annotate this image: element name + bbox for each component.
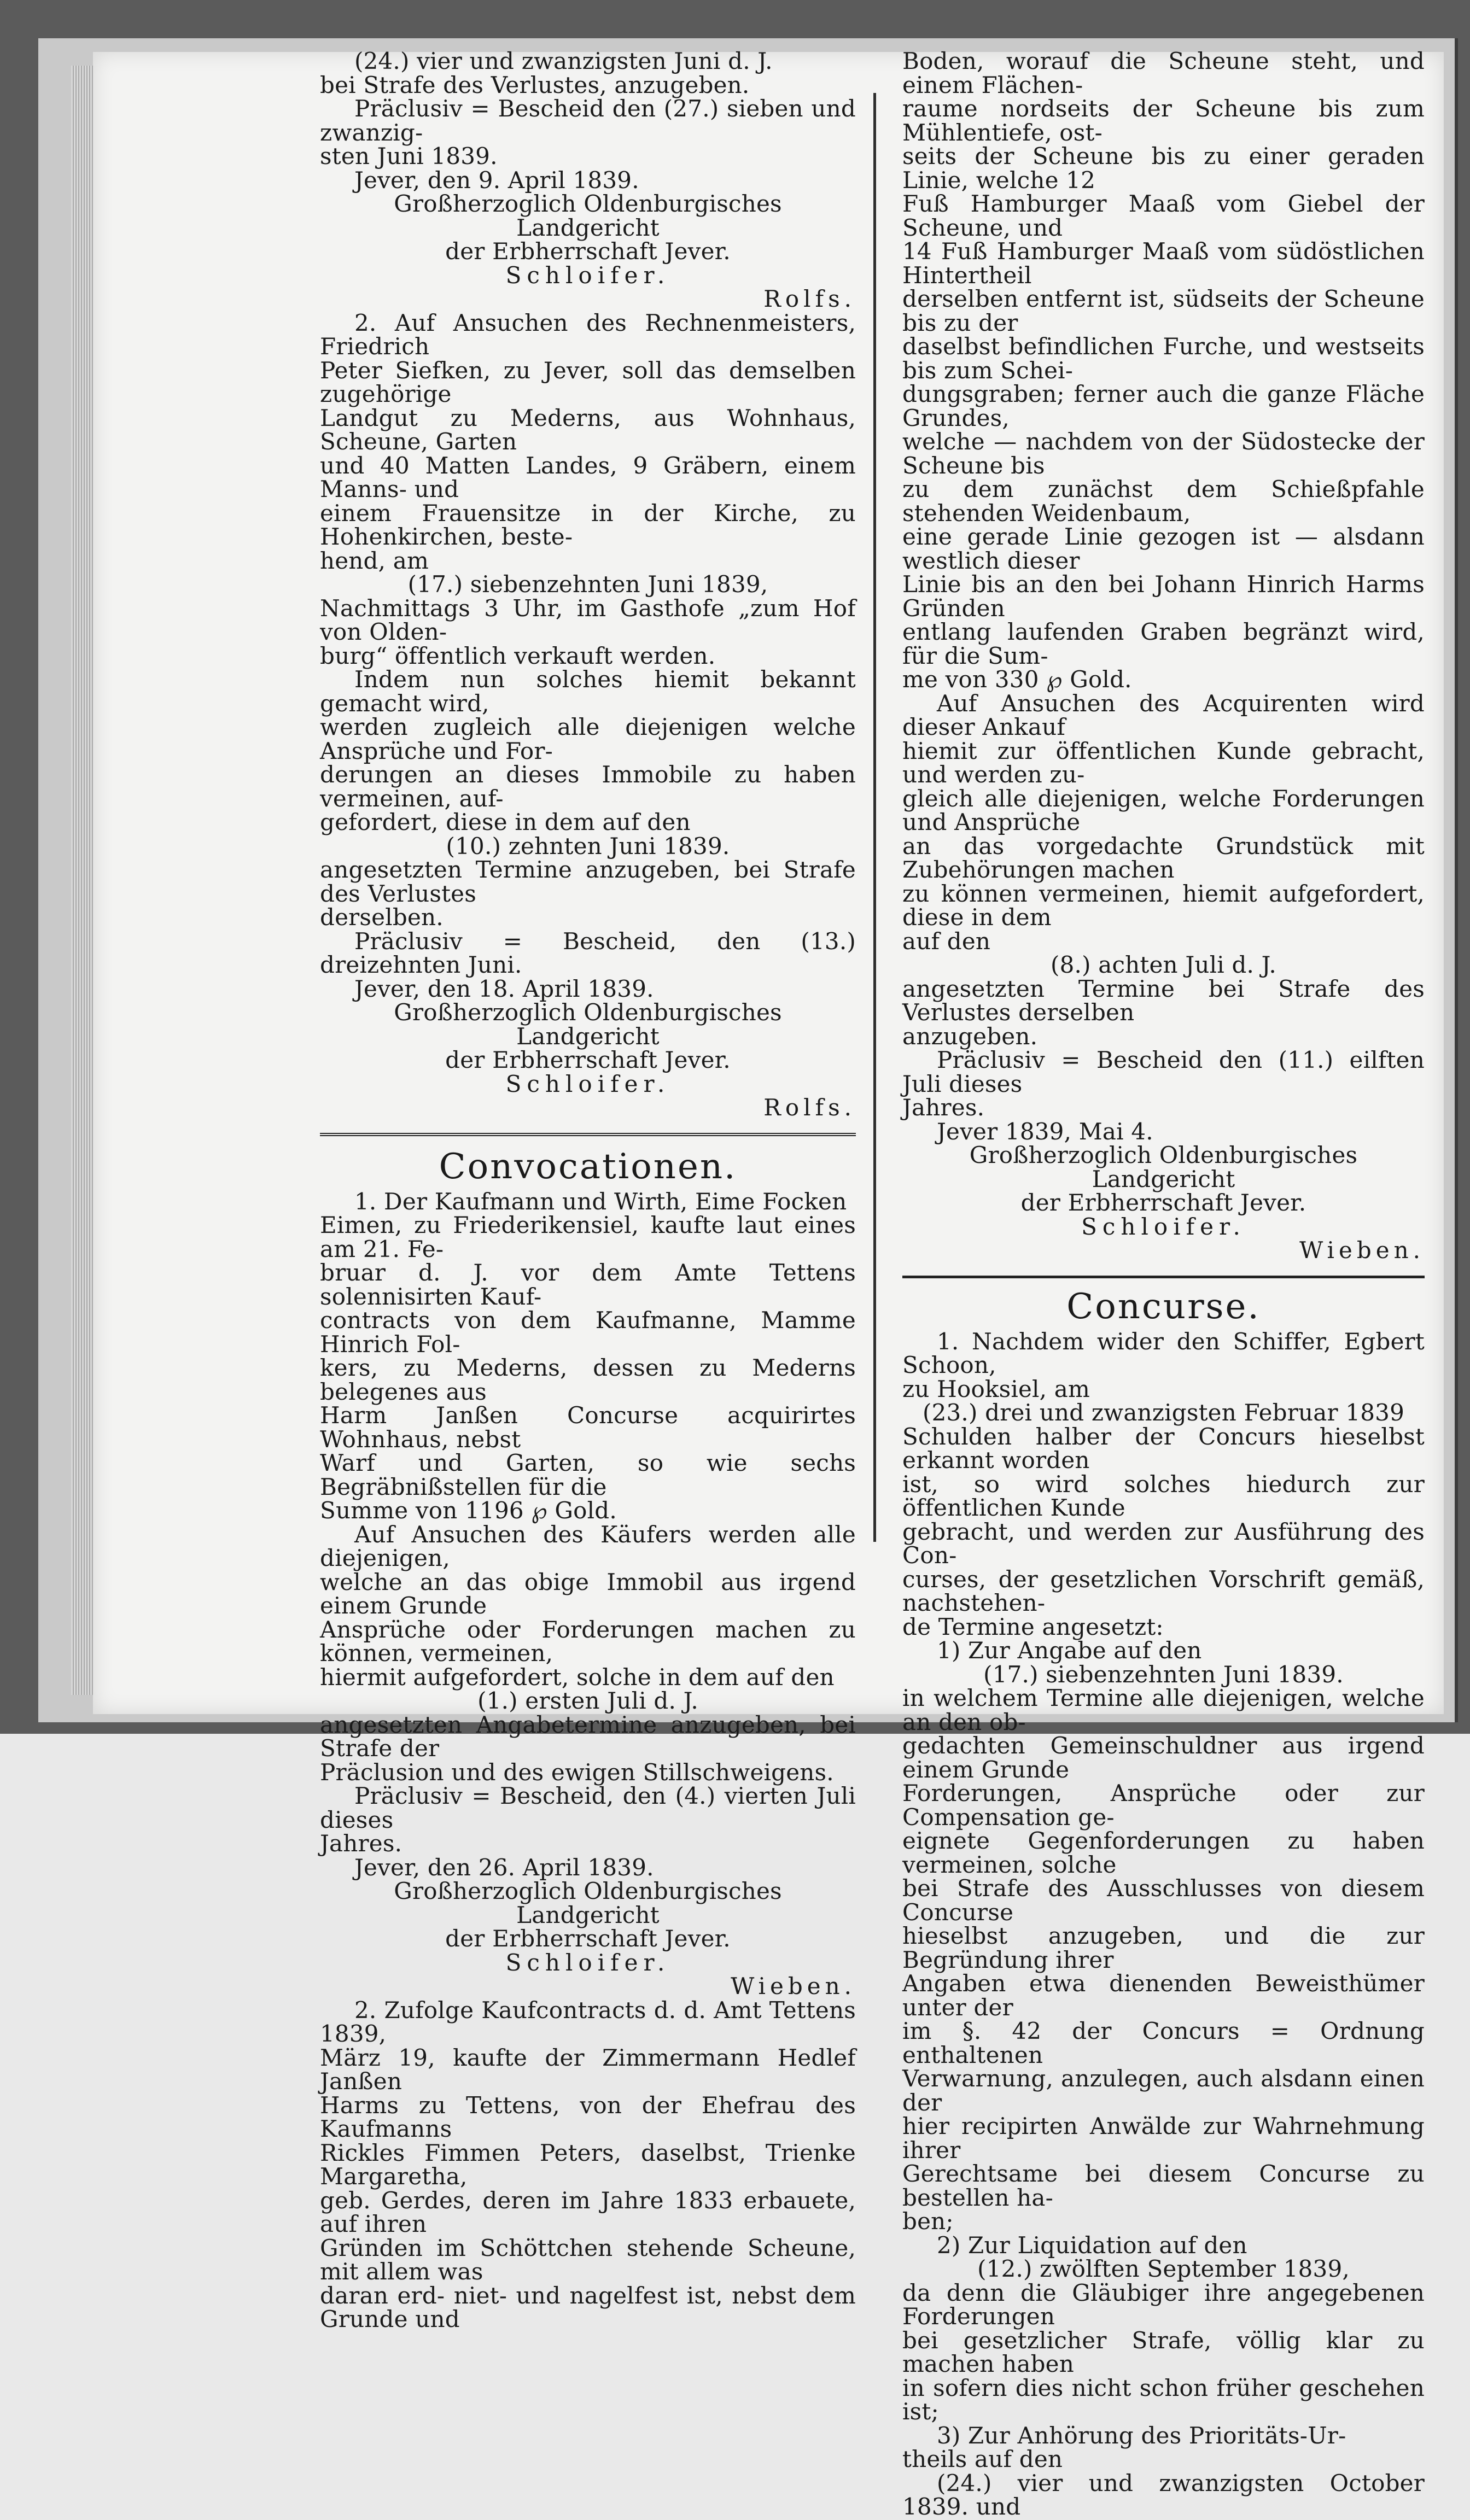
text-line: Nachmittags 3 Uhr, im Gasthofe „zum Hof von Olden-	[320, 594, 856, 645]
text-line: eignete Gegenforderungen zu haben vermeinen, solche	[902, 1827, 1425, 1878]
text-line: einem Frauensitze in der Kirche, zu Hohenkirchen, beste-	[320, 499, 856, 550]
court-name: der Erbherrschaft Jever.	[445, 238, 731, 265]
right-block2	[902, 1330, 1425, 2519]
text-line: Landgut zu Mederns, aus Wohnhaus, Scheune, Garten	[320, 404, 856, 455]
text-line: bei gesetzlicher Strafe, völlig klar zu machen haben	[902, 2326, 1425, 2377]
text-line: ist, so wird solches hiedurch zur öffentlichen Kunde	[902, 1470, 1425, 1521]
signature: Schloifer.	[505, 261, 670, 289]
signature: Rolfs.	[763, 285, 856, 312]
text-line: 14 Fuß Hamburger Maaß vom südöstlichen Hintertheil	[902, 238, 1425, 289]
text-line: auf den	[902, 927, 991, 955]
text-line: zu dem zunächst dem Schießpfahle stehenden Weidenbaum,	[902, 476, 1425, 527]
text-line: Auf Ansuchen des Käufers werden alle diejenigen,	[320, 1521, 856, 1571]
text-line: im §. 42 der Concurs = Ordnung enthaltenen	[902, 2018, 1425, 2068]
text-line: daselbst befindlichen Furche, und westseits bis zum Schei-	[902, 333, 1425, 384]
text-line: Präclusiv = Bescheid, den (4.) vierten Juli dieses	[320, 1782, 856, 1833]
court-name: der Erbherrschaft Jever.	[445, 1046, 731, 1073]
date-line: (10.) zehnten Juni 1839.	[446, 832, 730, 860]
section-heading: Concurse.	[1066, 1286, 1261, 1327]
text-line: gefordert, diese in dem auf den	[320, 809, 691, 835]
text-line: Fuß Hamburger Maaß vom Giebel der Scheune, und	[902, 190, 1425, 241]
signature: Schloifer.	[505, 1949, 670, 1976]
text-line: entlang laufenden Graben begränzt wird, für die Sum-	[902, 618, 1425, 669]
text-line: Auf Ansuchen des Acquirenten wird dieser Ankauf	[902, 689, 1425, 740]
text-line: 3) Zur Anhörung des Prioritäts-Ur-	[937, 2422, 1346, 2449]
left-block4	[320, 1998, 856, 2331]
text-line: Verwarnung, anzulegen, auch alsdann einen der	[902, 2065, 1425, 2116]
text-line: raume nordseits der Scheune bis zum Mühlentiefe, ost-	[902, 95, 1425, 146]
text-line: bruar d. J. vor dem Amte Tettens solennisirten Kauf-	[320, 1259, 856, 1310]
section-divider	[320, 1133, 856, 1136]
text-line: welche — nachdem von der Südostecke der Scheune bis	[902, 428, 1425, 479]
text-line: Harms zu Tettens, von der Ehefrau des Kaufmanns	[320, 2091, 856, 2142]
text-line: Jahres.	[902, 1094, 985, 1121]
date-line: (17.) siebenzehnten Juni 1839,	[407, 571, 768, 598]
signature: Schloifer.	[505, 1070, 670, 1097]
text-line: me von 330 ℘ Gold.	[902, 666, 1132, 693]
text-line: derselben.	[320, 904, 444, 931]
text-line: werden zugleich alle diejenigen welche Ansprüche und For-	[320, 714, 856, 764]
text-line: an das vorgedachte Grundstück mit Zubehörungen machen	[902, 832, 1425, 883]
text-line: Ansprüche oder Forderungen machen zu können, vermeinen,	[320, 1616, 856, 1667]
text-line: angesetzten Termine bei Strafe des Verlustes derselben	[902, 975, 1425, 1026]
left-column	[320, 49, 856, 2331]
date-line: (1.) ersten Juli d. J.	[477, 1687, 698, 1714]
text-line: Jahres.	[320, 1830, 402, 1857]
text-line: contracts von dem Kaufmanne, Mamme Hinrich Fol-	[320, 1307, 856, 1358]
signature: Wieben.	[731, 1973, 856, 1999]
text-line: und 40 Matten Landes, 9 Gräbern, einem Manns- und	[320, 452, 856, 502]
text-line: 1) Zur Angabe auf den	[937, 1637, 1202, 1664]
text-line: dungsgraben; ferner auch die ganze Fläche Grundes,	[902, 381, 1425, 431]
text-line: Jever, den 9. April 1839.	[354, 166, 639, 194]
text-line: da denn die Gläubiger ihre angegebenen Forderungen	[902, 2279, 1425, 2330]
text-line: de Termine angesetzt:	[902, 1613, 1164, 1640]
text-line: derselben entfernt ist, südseits der Scheune bis zu der	[902, 285, 1425, 336]
text-line: curses, der gesetzlichen Vorschrift gemäß, nachstehen-	[902, 1565, 1425, 1616]
text-line: (24.) vier und zwanzigsten Juni d. J.	[354, 48, 773, 74]
court-name: der Erbherrschaft Jever.	[445, 1925, 731, 1952]
text-line: Präclusion und des ewigen Stillschweigens.	[320, 1758, 834, 1786]
text-line: Jever, den 26. April 1839.	[354, 1854, 654, 1881]
text-line: Angaben etwa dienenden Beweisthümer unter der	[902, 1970, 1425, 2021]
text-line: welche an das obige Immobil aus irgend einem Grunde	[320, 1568, 856, 1619]
signature: Rolfs.	[763, 1094, 856, 1121]
court-name: Großherzoglich Oldenburgisches Landgericht	[394, 190, 782, 241]
text-line: angesetzten Angabetermine anzugeben, bei Strafe der	[320, 1711, 856, 1762]
date-line: (24.) vier und zwanzigsten October 1839. und	[902, 2469, 1425, 2520]
text-line: Schulden halber der Concurs hieselbst erkannt worden	[902, 1423, 1425, 1474]
text-line: zu können vermeinen, hiemit aufgefordert, diese in dem	[902, 880, 1425, 931]
left-block1	[320, 49, 856, 311]
text-line: Rickles Fimmen Peters, daselbst, Trienke Margaretha,	[320, 2139, 856, 2190]
text-line: Jever, den 18. April 1839.	[354, 975, 654, 1002]
court-name: Großherzoglich Oldenburgisches Landgericht	[394, 1878, 782, 1928]
text-line: Peter Siefken, zu Jever, soll das demselben zugehörige	[320, 356, 856, 407]
text-line: Gerechtsame bei diesem Concurse zu bestellen ha-	[902, 2160, 1425, 2211]
signature: Wieben.	[1299, 1237, 1425, 1264]
date-line: (17.) siebenzehnten Juni 1839.	[983, 1660, 1344, 1688]
page-stack-edge	[71, 66, 96, 1695]
court-name: Großherzoglich Oldenburgisches Landgericht	[969, 1142, 1358, 1192]
text-line: Eimen, zu Friederikensiel, kaufte laut eines am 21. Fe-	[320, 1212, 856, 1262]
text-line: Harm Janßen Concurse acquirirtes Wohnhaus, nebst	[320, 1402, 856, 1453]
text-line: Indem nun solches hiemit bekannt gemacht wird,	[320, 666, 856, 717]
text-line: Jever 1839, Mai 4.	[937, 1118, 1153, 1145]
text-line: kers, zu Mederns, dessen zu Mederns belegenes aus	[320, 1354, 856, 1405]
text-line: geb. Gerdes, deren im Jahre 1833 erbauete, auf ihren	[320, 2186, 856, 2237]
text-line: eine gerade Linie gezogen ist — alsdann westlich dieser	[902, 523, 1425, 574]
text-line: 2) Zur Liquidation auf den	[937, 2231, 1247, 2259]
text-line: März 19, kaufte der Zimmermann Hedlef Janßen	[320, 2044, 856, 2095]
text-line: gebracht, und werden zur Ausführung des Con-	[902, 1518, 1425, 1569]
text-line: 1. Der Kaufmann und Wirth, Eime Focken	[354, 1188, 847, 1215]
date-line: (12.) zwölften September 1839,	[977, 2255, 1350, 2282]
text-line: seits der Scheune bis zu einer geraden Linie, welche 12	[902, 143, 1425, 194]
court-name: Großherzoglich Oldenburgisches Landgericht	[394, 999, 782, 1050]
text-line: Summe von 1196 ℘ Gold.	[320, 1497, 617, 1524]
text-line: 2. Zufolge Kaufcontracts d. d. Amt Tettens 1839,	[320, 1996, 856, 2047]
date-line: (8.) achten Juli d. J.	[1051, 951, 1276, 978]
text-line: hieselbst anzugeben, und die zur Begründung ihrer	[902, 1922, 1425, 1973]
text-line: anzugeben.	[902, 1022, 1038, 1050]
text-line: 1. Nachdem wider den Schiffer, Egbert Schoon,	[902, 1328, 1425, 1378]
text-line: Warf und Garten, so wie sechs Begräbnißstellen für die	[320, 1449, 856, 1500]
text-line: gedachten Gemeinschuldner aus irgend einem Grunde	[902, 1732, 1425, 1783]
court-name: der Erbherrschaft Jever.	[1020, 1189, 1306, 1216]
text-line: daran erd- niet- und nagelfest ist, nebst dem Grunde und	[320, 2282, 856, 2332]
text-line: Boden, worauf die Scheune steht, und einem Flächen-	[902, 48, 1425, 98]
text-line: hier recipirten Anwälde zur Wahrnehmung ihrer	[902, 2113, 1425, 2164]
text-line: in sofern dies nicht schon früher geschehen ist;	[902, 2374, 1425, 2425]
section-heading: Convocationen.	[439, 1146, 737, 1187]
column-rule	[873, 93, 876, 1542]
text-line: 2. Auf Ansuchen des Rechnenmeisters, Friedrich	[320, 309, 856, 360]
section-divider	[902, 1276, 1425, 1278]
text-line: Linie bis an den bei Johann Hinrich Harms Gründen	[902, 571, 1425, 622]
text-line: hiemit zur öffentlichen Kunde gebracht, und werden zu-	[902, 737, 1425, 788]
text-line: Forderungen, Ansprüche oder zur Compensation ge-	[902, 1780, 1425, 1831]
text-line: hiermit aufgefordert, solche in dem auf den	[320, 1663, 835, 1691]
text-line: bei Strafe des Ausschlusses von diesem Concurse	[902, 1875, 1425, 1926]
text-line: ben;	[902, 2208, 954, 2235]
text-line: burg“ öffentlich verkauft werden.	[320, 642, 716, 669]
text-line: Gründen im Schöttchen stehende Scheune, mit allem was	[320, 2234, 856, 2285]
text-line: bei Strafe des Verlustes, anzugeben.	[320, 71, 750, 98]
left-block2	[320, 311, 856, 1120]
text-line: Präclusiv = Bescheid den (27.) sieben und zwanzig-	[320, 95, 856, 146]
right-block1	[902, 49, 1425, 1262]
text-line: gleich alle diejenigen, welche Forderungen und Ansprüche	[902, 785, 1425, 835]
text-line: sten Juni 1839.	[320, 143, 498, 169]
text-line: derungen an dieses Immobile zu haben vermeinen, auf-	[320, 761, 856, 812]
text-line: angesetzten Termine anzugeben, bei Strafe des Verlustes	[320, 856, 856, 907]
right-column	[902, 49, 1425, 2519]
text-line: theils auf den	[902, 2446, 1063, 2472]
date-line: (23.) drei und zwanzigsten Februar 1839	[922, 1399, 1405, 1426]
text-line: in welchem Termine alle diejenigen, welche an den ob-	[902, 1685, 1425, 1735]
left-block3	[320, 1190, 856, 1998]
text-line: zu Hooksiel, am	[902, 1375, 1090, 1402]
signature: Schloifer.	[1081, 1213, 1246, 1240]
text-line: Präclusiv = Bescheid, den (13.) dreizehnten Juni.	[320, 927, 856, 978]
text-line: Präclusiv = Bescheid den (11.) eilften Juli dieses	[902, 1046, 1425, 1097]
text-line: hend, am	[320, 547, 429, 574]
